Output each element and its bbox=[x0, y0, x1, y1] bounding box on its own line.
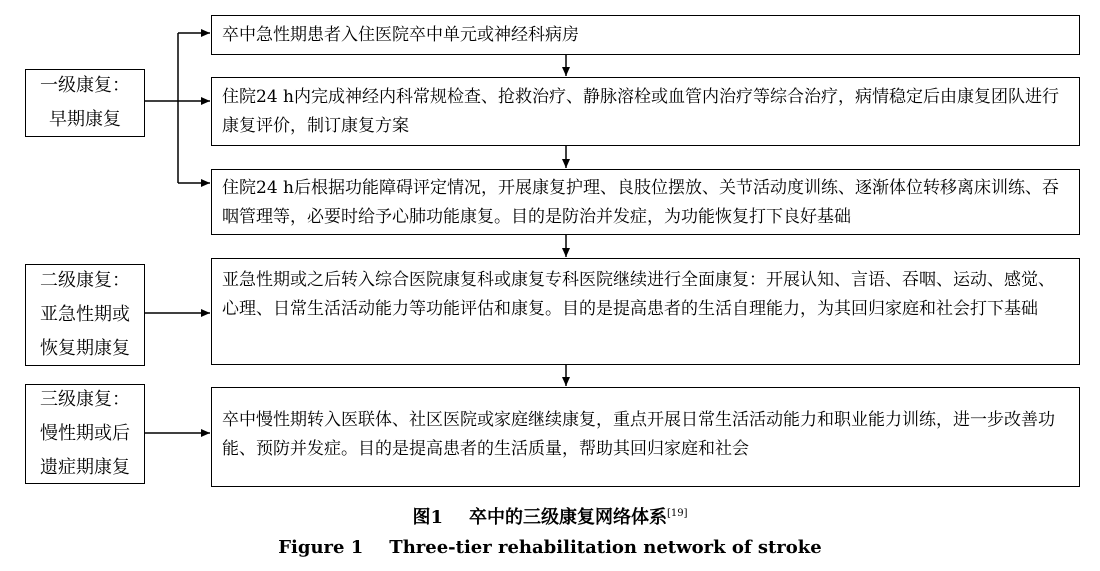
caption-en-label: Figure 1 bbox=[278, 537, 364, 558]
flow-box-acute-treatment-text: 住院24 h内完成神经内科常规检查、抢救治疗、静脉溶栓或血管内治疗等综合治疗，病情稳定后由康复团队进行康复评价，制订康复方案 bbox=[222, 87, 1059, 136]
caption-en-title: Three-tier rehabilitation network of stroke bbox=[389, 537, 822, 558]
caption-cn-title: 卒中的三级康复网络体系 bbox=[469, 507, 667, 528]
stage-label-level3-line1: 三级康复： bbox=[40, 389, 130, 410]
stage-label-level3 bbox=[25, 384, 145, 484]
flow-box-acute-treatment bbox=[211, 77, 1080, 146]
flow-box-chronic-rehab bbox=[211, 387, 1080, 487]
stage-label-level2-line2: 亚急性期或 bbox=[40, 304, 130, 325]
stage-label-level1-line2: 早期康复 bbox=[49, 109, 121, 130]
figure-caption-en bbox=[0, 537, 1100, 558]
figure-caption-cn bbox=[0, 503, 1100, 529]
flow-box-admission bbox=[211, 15, 1080, 55]
stage-label-level3-line2: 慢性期或后 bbox=[40, 423, 130, 444]
stage-label-level1-line1: 一级康复： bbox=[40, 75, 130, 96]
flow-box-subacute-rehab bbox=[211, 258, 1080, 365]
stage-label-level1 bbox=[25, 69, 145, 137]
stage-label-level2 bbox=[25, 264, 145, 366]
stage-label-level2-line3: 恢复期康复 bbox=[40, 338, 130, 359]
stage-label-level2-line1: 二级康复： bbox=[40, 270, 130, 291]
flow-box-early-rehab-text: 住院24 h后根据功能障碍评定情况，开展康复护理、良肢位摆放、关节活动度训练、逐渐体位转移离床训练、吞咽管理等，必要时给予心肺功能康复。目的是防治并发症，为功能恢复打下良好基础 bbox=[222, 178, 1059, 227]
flow-box-early-rehab bbox=[211, 169, 1080, 235]
flow-box-subacute-rehab-text: 亚急性期或之后转入综合医院康复科或康复专科医院继续进行全面康复：开展认知、言语、吞咽、运动、感觉、心理、日常生活活动能力等功能评估和康复。目的是提高患者的生活自理能力，为其回归家庭和社会打下基础 bbox=[222, 270, 1055, 319]
flow-box-admission-text: 卒中急性期患者入住医院卒中单元或神经科病房 bbox=[222, 24, 579, 45]
caption-cn-reference: [19] bbox=[667, 508, 688, 519]
caption-cn-label: 图1 bbox=[412, 507, 443, 528]
flow-box-chronic-rehab-text: 卒中慢性期转入医联体、社区医院或家庭继续康复，重点开展日常生活活动能力和职业能力训练，进一步改善功能、预防并发症。目的是提高患者的生活质量，帮助其回归家庭和社会 bbox=[222, 410, 1055, 459]
stage-label-level3-line3: 遗症期康复 bbox=[40, 457, 130, 478]
